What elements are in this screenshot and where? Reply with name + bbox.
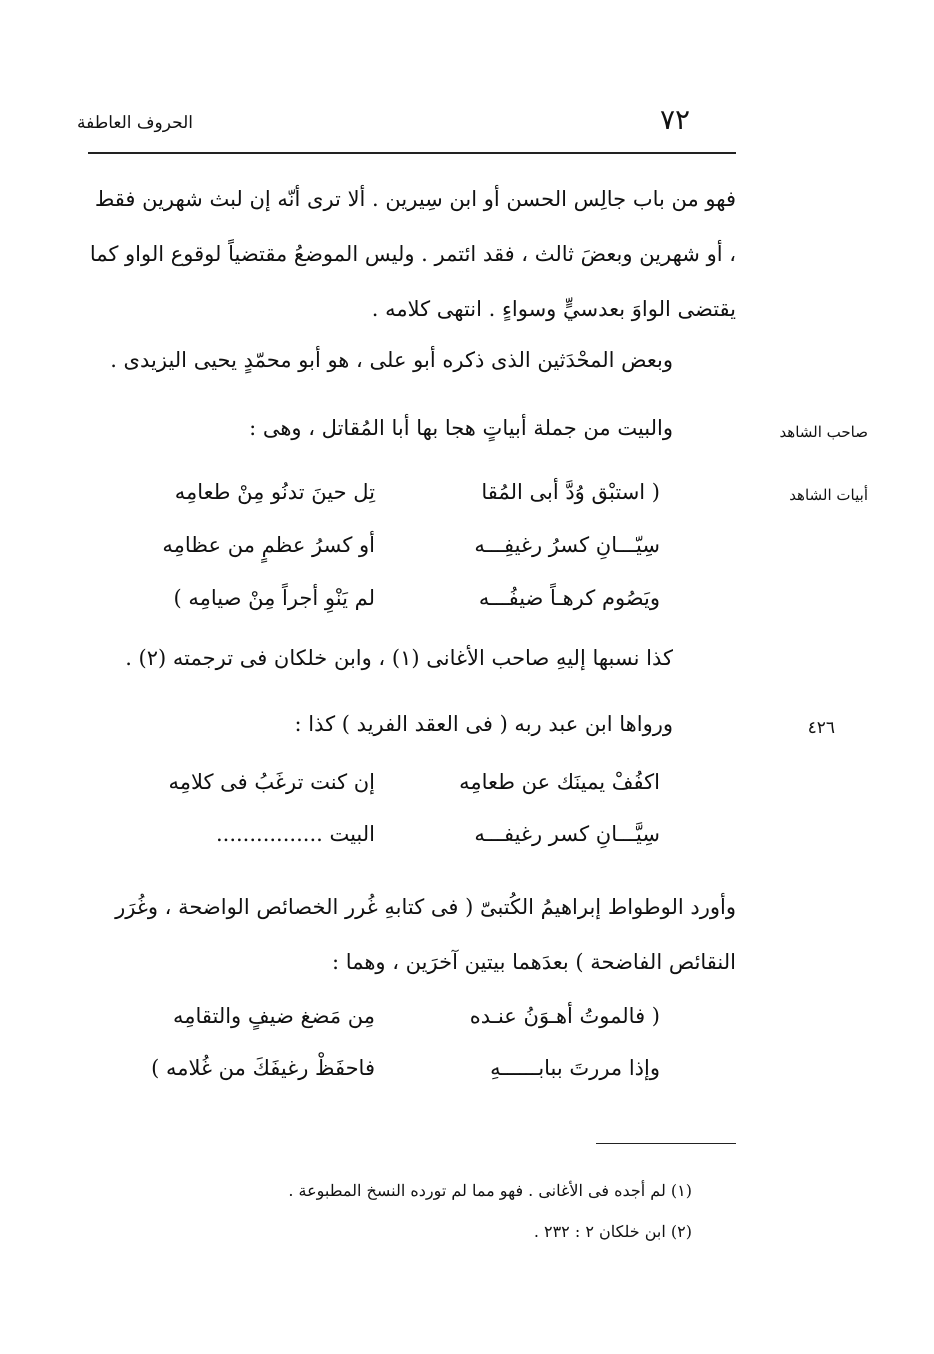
paragraph-muhaddithin: وبعض المحْدَثين الذى ذكره أبو على ، هو أبو محمّدٍ يحيى اليزيدى . <box>110 348 673 372</box>
margin-note-abyat-shahid: أبيات الشاهد <box>789 486 868 504</box>
verse-second-hemistich: فاحفَظْ رغيفَكَ من غُلامه ) <box>151 1056 375 1080</box>
verse-second-hemistich: لم يَنْوِ أجراً مِنْ صيامِه ) <box>173 586 375 610</box>
footnote-rule <box>596 1143 736 1144</box>
verse-first-hemistich: اكفُفْ يمينَك عن طعامِه <box>459 770 660 794</box>
verse-first-hemistich: ( استبْق وُدَّ أبى المُقا <box>481 480 660 504</box>
verse-second-hemistich: مِن مَضغ ضيفٍ والتقامِه <box>172 1004 375 1028</box>
verse-second-hemistich: إن كنت ترغَبُ فى كلامِه <box>168 770 375 794</box>
paragraph-sources: كذا نسبها إليهِ صاحب الأغانى (١) ، وابن خلكان فى ترجمته (٢) . <box>125 646 673 670</box>
margin-reference-number: ٤٢٦ <box>807 718 835 738</box>
verse-first-hemistich: سِيّـــانِ كسرُ رغيفِـــه <box>474 533 660 557</box>
verse-first-hemistich: ( فالموتُ أهـوَنُ عنـده <box>469 1004 660 1028</box>
verse-first-hemistich: وإذا مررتَ ببابــــــهِ <box>490 1056 660 1080</box>
paragraph-abyat-intro: والبيت من جملة أبياتٍ هجا بها أبا المُقاتل ، وهى : <box>249 416 673 440</box>
paragraph-ibn-abd-rabbih: ورواها ابن عبد ربه ( فى العقد الفريد ) كذا : <box>294 712 673 736</box>
verse-first-hemistich: سِيَّـــانِ كسر رغيفـــه <box>474 822 660 846</box>
footnote-2: (٢) ابن خلكان ٢ : ٢٣٢ . <box>533 1222 692 1241</box>
verse-first-hemistich: ويَصُوم كرهـاً ضيفُـــه <box>478 586 660 610</box>
running-header-title: الحروف العاطفة <box>76 113 194 133</box>
verse-second-hemistich: تِل حينَ تدنُو مِنْ طعامِه <box>174 480 375 504</box>
paragraph-watwat: وأورد الوطواط إبراهيمُ الكُتبىّ ( فى كتابهِ غُرر الخصائص الواضحة ، وغُرَر النقائص الفاضحة ) بعدَهما بيتين آخرَين ، وهما : <box>115 895 736 974</box>
verse-second-hemistich: أو كسرُ عظمٍ من عظامِه <box>162 533 375 557</box>
verse-second-hemistich: البيت ................ <box>215 822 375 846</box>
header-rule <box>88 152 736 154</box>
paragraph-opening: فهو من باب جالِس الحسن أو ابن سِيرين . ألا ترى أنّه إن لبث شهرين فقط ، أو شهرين وبعضَ ثالث ، فقد ائتمر . وليس الموضعُ مقتضياً لوقوع الواو كما يقتضى الواوَ بعدسيٍّ وسواءٍ . انتهى كلامه . <box>89 187 736 321</box>
page-number: ٧٢ <box>659 103 691 136</box>
margin-note-sahib-shahid: صاحب الشاهد <box>779 423 868 441</box>
footnote-1: (١) لم أجده فى الأغانى . فهو مما لم تورده النسخ المطبوعة . <box>288 1181 692 1200</box>
